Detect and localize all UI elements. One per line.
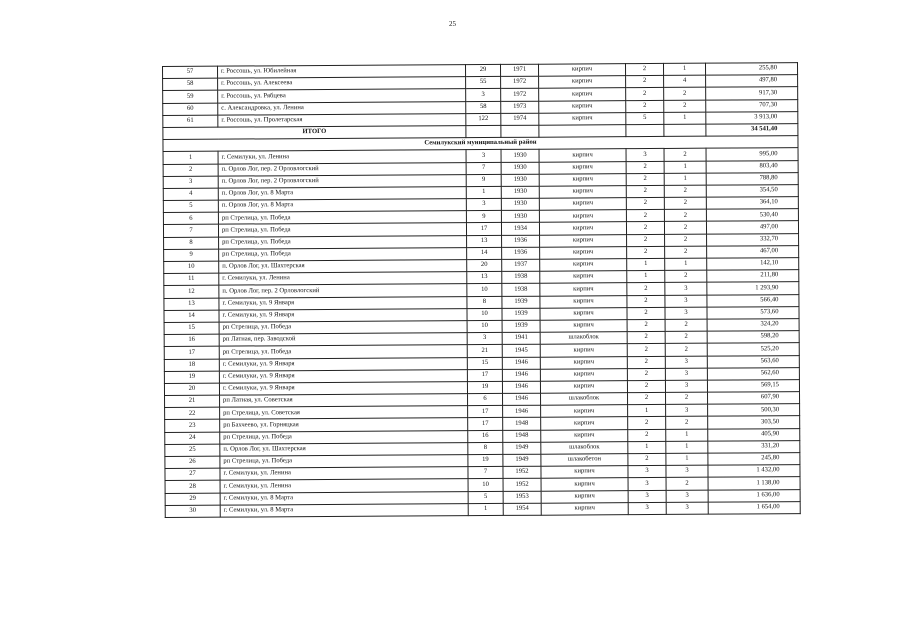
entrances-cell: 2: [664, 148, 706, 160]
address-cell: рп Стрелица, ул. Победа: [219, 345, 467, 359]
wall-material-cell: кирпич: [540, 271, 627, 284]
row-number-cell: 9: [164, 249, 219, 262]
wall-material-cell: кирпич: [540, 295, 627, 308]
floors-cell: 2: [627, 234, 665, 246]
year-built-cell: 1930: [501, 186, 539, 198]
floors-cell: 3: [626, 149, 664, 161]
wall-material-cell: кирпич: [539, 112, 626, 125]
address-cell: п. Орлов Лог, ул. Шахтерская: [219, 260, 467, 274]
wall-material-cell: кирпич: [540, 234, 627, 247]
house-number-cell: 10: [468, 479, 503, 491]
row-number-cell: 1: [163, 151, 218, 164]
address-cell: рп Стрелица, ул. Победа: [219, 321, 467, 335]
wall-material-cell: кирпич: [541, 405, 628, 418]
area-cell: 364,10: [706, 197, 798, 210]
row-number-cell: 8: [164, 237, 219, 250]
housing-table: [162, 62, 801, 518]
row-number-cell: 10: [164, 261, 219, 274]
house-number-cell: 8: [467, 296, 502, 308]
row-number-cell: 6: [163, 212, 218, 225]
wall-material-cell: кирпич: [540, 368, 627, 381]
address-cell: г. Россошь, ул. Юбилейная: [218, 65, 466, 79]
house-number-cell: 7: [468, 467, 503, 479]
table-body-top: [163, 63, 798, 128]
house-number-cell: 3: [466, 198, 501, 210]
house-number-cell: 14: [467, 247, 502, 259]
entrances-cell: 2: [664, 197, 706, 209]
year-built-cell: 1946: [502, 357, 540, 369]
document-sheet: [162, 62, 800, 518]
year-built-cell: 1930: [501, 162, 539, 174]
total-label: ИТОГО: [163, 126, 466, 140]
year-built-cell: 1948: [503, 418, 541, 430]
row-number-cell: 3: [163, 176, 218, 189]
house-number-cell: 15: [467, 357, 502, 369]
house-number-cell: 17: [466, 223, 501, 235]
entrances-cell: 3: [666, 404, 708, 416]
floors-cell: 2: [626, 88, 664, 100]
entrances-cell: 3: [665, 283, 707, 295]
area-cell: 917,30: [706, 87, 798, 100]
row-number-cell: 29: [165, 493, 220, 506]
address-cell: рп Стрелица, ул. Победа: [218, 211, 466, 225]
area-cell: 1 138,00: [708, 477, 800, 490]
year-built-cell: 1946: [503, 393, 541, 405]
area-cell: 245,80: [708, 453, 800, 466]
entrances-cell: 4: [664, 75, 706, 87]
entrances-cell: 1: [666, 453, 708, 465]
entrances-cell: 2: [665, 343, 707, 355]
address-cell: г. Россошь, ул. Алексеева: [218, 77, 466, 91]
floors-cell: 2: [627, 307, 665, 319]
floors-cell: 2: [627, 319, 665, 331]
floors-cell: 3: [628, 502, 666, 514]
wall-material-cell: кирпич: [541, 502, 628, 515]
area-cell: 707,30: [706, 99, 798, 112]
total-empty-cell: [501, 125, 539, 137]
year-built-cell: 1972: [501, 89, 539, 101]
entrances-cell: 1: [664, 112, 706, 124]
address-cell: рп Стрелица, ул. Победа: [220, 430, 468, 444]
address-cell: рп Бахчеево, ул. Горняцкая: [220, 418, 468, 432]
row-number-cell: 23: [165, 420, 220, 433]
row-number-cell: 25: [165, 444, 220, 457]
wall-material-cell: кирпич: [540, 344, 627, 357]
year-built-cell: 1946: [502, 369, 540, 381]
address-cell: п. Орлов Лог, ул. 8 Марта: [218, 199, 466, 213]
entrances-cell: 1: [663, 63, 705, 75]
row-number-cell: 5: [163, 200, 218, 213]
area-cell: 303,50: [708, 416, 800, 429]
year-built-cell: 1936: [502, 247, 540, 259]
area-cell: 1 293,90: [707, 282, 799, 295]
house-number-cell: 9: [466, 211, 501, 223]
year-built-cell: 1938: [502, 271, 540, 283]
wall-material-cell: кирпич: [539, 173, 626, 186]
area-cell: 211,80: [707, 270, 799, 283]
address-cell: г. Семилуки, ул. 9 Января: [219, 296, 467, 310]
address-cell: г. Россошь, ул. Пролетарская: [218, 113, 466, 127]
entrances-cell: 3: [665, 307, 707, 319]
year-built-cell: 1941: [502, 332, 540, 344]
row-number-cell: 22: [165, 407, 220, 420]
year-built-cell: 1939: [502, 296, 540, 308]
area-cell: 607,90: [708, 392, 800, 405]
area-cell: 3 913,00: [706, 111, 798, 124]
area-cell: 562,60: [707, 367, 799, 380]
wall-material-cell: кирпич: [539, 100, 626, 113]
year-built-cell: 1949: [503, 454, 541, 466]
address-cell: г. Семилуки, ул. Ленина: [220, 479, 468, 493]
wall-material-cell: кирпич: [541, 466, 628, 479]
floors-cell: 2: [627, 344, 665, 356]
wall-material-cell: кирпич: [540, 320, 627, 333]
year-built-cell: 1952: [503, 466, 541, 478]
row-number-cell: 58: [163, 78, 218, 91]
house-number-cell: 10: [467, 308, 502, 320]
floors-cell: 2: [626, 100, 664, 112]
area-cell: 255,80: [705, 63, 797, 76]
year-built-cell: 1930: [501, 210, 539, 222]
wall-material-cell: шлакоблок: [541, 441, 628, 454]
row-number-cell: 21: [165, 395, 220, 408]
row-number-cell: 26: [165, 456, 220, 469]
address-cell: г. Семилуки, ул. 8 Марта: [220, 491, 468, 505]
area-cell: 354,50: [706, 184, 798, 197]
floors-cell: 2: [626, 185, 664, 197]
year-built-cell: 1972: [501, 76, 539, 88]
floors-cell: 2: [628, 429, 666, 441]
floors-cell: 2: [626, 161, 664, 173]
wall-material-cell: кирпич: [539, 210, 626, 223]
floors-cell: 2: [627, 380, 665, 392]
floors-cell: 2: [628, 392, 666, 404]
year-built-cell: 1953: [503, 491, 541, 503]
row-number-cell: 15: [164, 322, 219, 335]
entrances-cell: 3: [666, 465, 708, 477]
entrances-cell: 2: [665, 319, 707, 331]
total-empty-cell: [664, 124, 706, 136]
row-number-cell: 16: [164, 334, 219, 347]
floors-cell: 2: [628, 417, 666, 429]
wall-material-cell: кирпич: [541, 478, 628, 491]
area-cell: 497,80: [706, 75, 798, 88]
entrances-cell: 1: [666, 429, 708, 441]
house-number-cell: 3: [466, 89, 501, 101]
entrances-cell: 1: [665, 258, 707, 270]
address-cell: г. Семилуки, ул. 8 Марта: [220, 503, 468, 517]
house-number-cell: 19: [468, 454, 503, 466]
house-number-cell: 3: [467, 333, 502, 345]
house-number-cell: 7: [466, 162, 501, 174]
entrances-cell: 1: [666, 441, 708, 453]
entrances-cell: 1: [664, 161, 706, 173]
floors-cell: 1: [628, 441, 666, 453]
year-built-cell: 1946: [502, 381, 540, 393]
floors-cell: 1: [628, 405, 666, 417]
wall-material-cell: кирпич: [540, 356, 627, 369]
floors-cell: 3: [628, 466, 666, 478]
table-body-section: [163, 148, 800, 517]
entrances-cell: 3: [666, 490, 708, 502]
floors-cell: 2: [627, 246, 665, 258]
row-number-cell: 20: [164, 383, 219, 396]
wall-material-cell: кирпич: [539, 198, 626, 211]
house-number-cell: 10: [467, 320, 502, 332]
house-number-cell: 1: [466, 186, 501, 198]
entrances-cell: 3: [665, 356, 707, 368]
entrances-cell: 3: [665, 368, 707, 380]
floors-cell: 2: [628, 453, 666, 465]
row-number-cell: 57: [163, 66, 218, 79]
row-number-cell: 7: [163, 225, 218, 238]
floors-cell: 2: [627, 283, 665, 295]
total-empty-cell: [539, 125, 626, 138]
area-cell: 563,60: [707, 355, 799, 368]
row-number-cell: 30: [165, 505, 220, 518]
entrances-cell: 3: [665, 295, 707, 307]
address-cell: рп Стрелица, ул. Победа: [220, 455, 468, 469]
year-built-cell: 1974: [501, 113, 539, 125]
address-cell: г. Семилуки, ул. Ленина: [218, 150, 466, 164]
row-number-cell: 4: [163, 188, 218, 201]
wall-material-cell: кирпич: [541, 429, 628, 442]
entrances-cell: 2: [665, 331, 707, 343]
area-cell: 525,20: [707, 343, 799, 356]
area-cell: 803,40: [706, 160, 798, 173]
house-number-cell: 5: [468, 491, 503, 503]
wall-material-cell: кирпич: [539, 186, 626, 199]
wall-material-cell: кирпич: [539, 149, 626, 162]
wall-material-cell: кирпич: [538, 64, 625, 77]
wall-material-cell: шлакоблок: [541, 393, 628, 406]
year-built-cell: 1936: [502, 235, 540, 247]
year-built-cell: 1930: [501, 198, 539, 210]
year-built-cell: 1937: [502, 259, 540, 271]
wall-material-cell: кирпич: [540, 307, 627, 320]
total-value: 34 541,40: [706, 124, 798, 137]
house-number-cell: 6: [468, 393, 503, 405]
section-title: Семилукский муниципальный район: [163, 136, 798, 152]
floors-cell: 2: [625, 63, 663, 75]
wall-material-cell: кирпич: [539, 88, 626, 101]
year-built-cell: 1949: [503, 442, 541, 454]
address-cell: п. Орлов Лог, ул. 8 Марта: [218, 187, 466, 201]
entrances-cell: 2: [666, 417, 708, 429]
year-built-cell: 1952: [503, 479, 541, 491]
entrances-cell: 3: [665, 380, 707, 392]
house-number-cell: 21: [467, 345, 502, 357]
area-cell: 1 432,00: [708, 465, 800, 478]
address-cell: п. Орлов Лог, пер. 2 Орловлогский: [219, 284, 467, 298]
area-cell: 142,10: [707, 258, 799, 271]
house-number-cell: 16: [468, 430, 503, 442]
floors-cell: 2: [627, 332, 665, 344]
wall-material-cell: кирпич: [539, 161, 626, 174]
floors-cell: 5: [626, 112, 664, 124]
house-number-cell: 8: [468, 442, 503, 454]
house-number-cell: 9: [466, 174, 501, 186]
address-cell: рп Стрелица, ул. Победа: [219, 247, 467, 261]
area-cell: 331,20: [708, 440, 800, 453]
house-number-cell: 17: [468, 406, 503, 418]
wall-material-cell: кирпич: [541, 417, 628, 430]
house-number-cell: 13: [467, 235, 502, 247]
house-number-cell: 55: [466, 77, 501, 89]
year-built-cell: 1971: [500, 64, 538, 76]
floors-cell: 2: [627, 368, 665, 380]
floors-cell: 2: [626, 210, 664, 222]
house-number-cell: 19: [467, 381, 502, 393]
area-cell: 324,20: [707, 319, 799, 332]
year-built-cell: 1930: [501, 150, 539, 162]
floors-cell: 1: [627, 258, 665, 270]
row-number-cell: 18: [164, 359, 219, 372]
year-built-cell: 1939: [502, 320, 540, 332]
year-built-cell: 1946: [503, 405, 541, 417]
wall-material-cell: кирпич: [540, 246, 627, 259]
area-cell: 1 636,00: [708, 489, 800, 502]
entrances-cell: 2: [664, 88, 706, 100]
wall-material-cell: кирпич: [541, 490, 628, 503]
address-cell: г. Семилуки, ул. 9 Января: [219, 308, 467, 322]
floors-cell: 1: [627, 271, 665, 283]
address-cell: г. Семилуки, ул. 9 Января: [219, 357, 467, 371]
entrances-cell: 2: [665, 270, 707, 282]
area-cell: 1 654,00: [708, 501, 800, 514]
row-number-cell: 27: [165, 468, 220, 481]
entrances-cell: 1: [664, 173, 706, 185]
address-cell: п. Орлов Лог, пер. 2 Орловлогский: [218, 162, 466, 176]
house-number-cell: 122: [466, 113, 501, 125]
address-cell: рп Латная, пер. Заводской: [219, 333, 467, 347]
address-cell: г. Россошь, ул. Рябцева: [218, 89, 466, 103]
row-number-cell: 60: [163, 103, 218, 116]
house-number-cell: 3: [466, 150, 501, 162]
entrances-cell: 2: [664, 185, 706, 197]
address-cell: рп Стрелица, ул. Советская: [220, 406, 468, 420]
wall-material-cell: шлакобетон: [541, 454, 628, 467]
row-number-cell: 11: [164, 273, 219, 286]
house-number-cell: 1: [468, 503, 503, 515]
house-number-cell: 13: [467, 272, 502, 284]
entrances-cell: 2: [665, 234, 707, 246]
area-cell: 788,80: [706, 172, 798, 185]
address-cell: г. Семилуки, ул. Ленина: [219, 272, 467, 286]
entrances-cell: 2: [664, 222, 706, 234]
row-number-cell: 17: [164, 346, 219, 359]
area-cell: 598,20: [707, 331, 799, 344]
area-cell: 573,60: [707, 306, 799, 319]
row-number-cell: 2: [163, 164, 218, 177]
wall-material-cell: кирпич: [540, 381, 627, 394]
row-number-cell: 19: [164, 371, 219, 384]
entrances-cell: 2: [666, 478, 708, 490]
area-cell: 566,40: [707, 294, 799, 307]
house-number-cell: 17: [468, 418, 503, 430]
floors-cell: 2: [627, 295, 665, 307]
area-cell: 497,00: [706, 221, 798, 234]
address-cell: п. Орлов Лог, ул. Шахтерская: [220, 442, 468, 456]
page-number: 25: [449, 20, 456, 28]
total-empty-cell: [626, 124, 664, 136]
address-cell: рп Латная, ул. Советская: [220, 394, 468, 408]
area-cell: 405,90: [708, 428, 800, 441]
floors-cell: 2: [626, 76, 664, 88]
year-built-cell: 1930: [501, 174, 539, 186]
area-cell: 995,00: [706, 148, 798, 161]
year-built-cell: 1938: [502, 284, 540, 296]
floors-cell: 2: [626, 173, 664, 185]
house-number-cell: 17: [467, 369, 502, 381]
house-number-cell: 29: [465, 64, 500, 76]
entrances-cell: 2: [665, 246, 707, 258]
year-built-cell: 1934: [501, 223, 539, 235]
year-built-cell: 1945: [502, 345, 540, 357]
row-number-cell: 61: [163, 115, 218, 128]
address-cell: рп Стрелица, ул. Победа: [218, 223, 466, 237]
row-number-cell: 28: [165, 481, 220, 494]
entrances-cell: 2: [666, 392, 708, 404]
floors-cell: 2: [626, 222, 664, 234]
floors-cell: 2: [627, 356, 665, 368]
area-cell: 467,00: [707, 245, 799, 258]
year-built-cell: 1939: [502, 308, 540, 320]
row-number-cell: 14: [164, 310, 219, 323]
row-number-cell: 24: [165, 432, 220, 445]
floors-cell: 3: [628, 490, 666, 502]
address-cell: с. Александровка, ул. Ленина: [218, 101, 466, 115]
wall-material-cell: кирпич: [539, 222, 626, 235]
address-cell: рп Стрелица, ул. Победа: [219, 235, 467, 249]
floors-cell: 3: [628, 478, 666, 490]
area-cell: 500,30: [708, 404, 800, 417]
wall-material-cell: кирпич: [540, 259, 627, 272]
address-cell: г. Семилуки, ул. Ленина: [220, 467, 468, 481]
year-built-cell: 1973: [501, 101, 539, 113]
house-number-cell: 10: [467, 284, 502, 296]
total-empty-cell: [466, 125, 501, 137]
year-built-cell: 1954: [503, 503, 541, 515]
area-cell: 530,40: [706, 209, 798, 222]
table-row: [165, 501, 800, 517]
row-number-cell: 13: [164, 298, 219, 311]
address-cell: г. Семилуки, ул. 9 Января: [219, 369, 467, 383]
wall-material-cell: кирпич: [540, 283, 627, 296]
floors-cell: 2: [626, 197, 664, 209]
row-number-cell: 59: [163, 91, 218, 104]
address-cell: г. Семилуки, ул. 9 Января: [219, 382, 467, 396]
year-built-cell: 1948: [503, 430, 541, 442]
area-cell: 569,15: [707, 379, 799, 392]
house-number-cell: 58: [466, 101, 501, 113]
entrances-cell: 2: [664, 209, 706, 221]
entrances-cell: 3: [666, 502, 708, 514]
entrances-cell: 2: [664, 100, 706, 112]
house-number-cell: 20: [467, 259, 502, 271]
row-number-cell: 12: [164, 286, 219, 299]
wall-material-cell: шлакоблок: [540, 332, 627, 345]
area-cell: 332,70: [707, 233, 799, 246]
wall-material-cell: кирпич: [539, 76, 626, 89]
address-cell: п. Орлов Лог, пер. 2 Орловлогский: [218, 174, 466, 188]
